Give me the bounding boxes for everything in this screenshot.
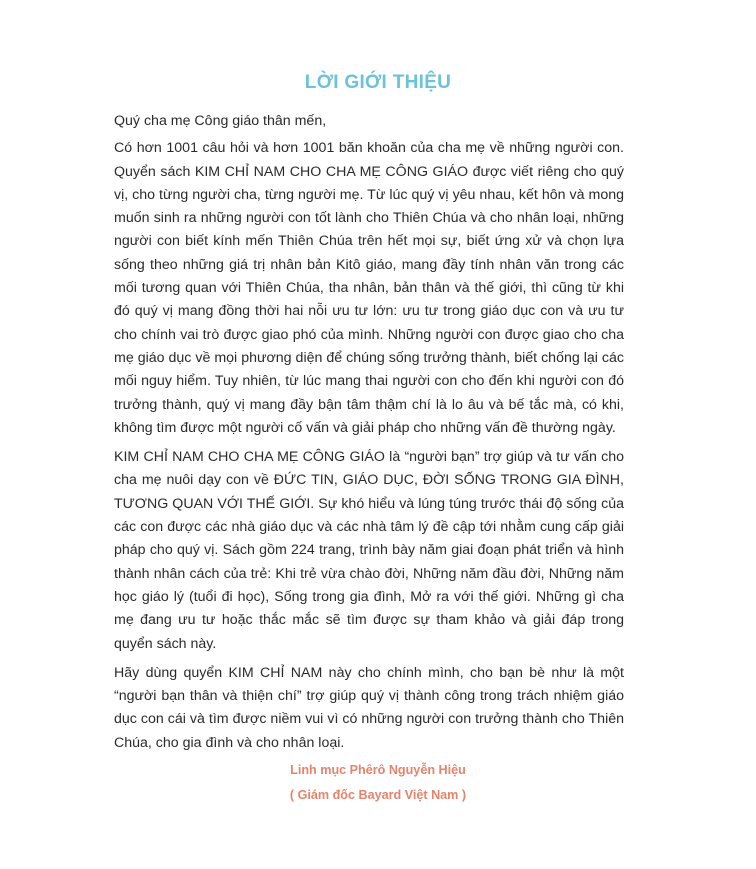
document-body: [114, 110, 624, 755]
signature-name: Linh mục Phêrô Nguyễn Hiệu: [290, 763, 466, 777]
signature-role: ( Giám đốc Bayard Việt Nam ): [289, 788, 467, 802]
paragraph-closing: Hãy dùng quyển KIM CHỈ NAM này cho chính mình, cho bạn bè như là một “người bạn thân và thiện chí” trợ giúp quý vị thành công trong trách nhiệm giáo dục con cái và tìm được niềm vui vì có những người con trưởng thành cho Thiên Chúa, cho gia đình và cho nhân loại.: [114, 664, 624, 751]
greeting: Quý cha mẹ Công giáo thân mến,: [114, 113, 327, 129]
paragraph-book-description: KIM CHỈ NAM CHO CHA MẸ CÔNG GIÁO là “người bạn” trợ giúp và tư vấn cho cha mẹ nuôi dạy con về ĐỨC TIN, GIÁO DỤC, ĐỜI SỐNG TRONG GIA ĐÌNH, TƯƠNG QUAN VỚI THẾ GIỚI. Sự khó hiểu và lúng túng trước thái độ sống của các con được các nhà giáo dục và các nhà tâm lý đề cập tới nhằm cung cấp giải pháp cho quý vị. Sách gồm 224 trang, trình bày năm giai đoạn phát triển và hình thành nhân cách của trẻ: Khi trẻ vừa chào đời, Những năm đầu đời, Những năm học giáo lý (tuổi đi học), Sống trong gia đình, Mở ra với thế giới. Những gì cha mẹ đang ưu tư hoặc thắc mắc sẽ tìm được sự tham khảo và giải đáp trong quyển sách này.: [114, 449, 624, 652]
paragraph-intro: Có hơn 1001 câu hỏi và hơn 1001 băn khoăn của cha mẹ về những người con. Quyển sách KIM CHỈ NAM CHO CHA MẸ CÔNG GIÁO được viết riêng cho quý vị, cho từng người cha, từng người mẹ. Từ lúc quý vị yêu nhau, kết hôn và mong muốn sinh ra những người con tốt lành cho Thiên Chúa và cho nhân loại, những người con biết kính mến Thiên Chúa trên hết mọi sự, biết ứng xử và chọn lựa sống theo những giá trị nhân bản Kitô giáo, mang đầy tính nhân văn trong các mối tương quan với Thiên Chúa, tha nhân, bản thân và thế giới, thì cũng từ khi đó quý vị mang đồng thời hai nỗi ưu tư lớn: ưu tư trong giáo dục con và ưu tư cho chính vai trò được giao phó của mình. Những người con được giao cho cha mẹ giáo dục về mọi phương diện để chúng sống trưởng thành, biết chống lại các mối nguy hiểm. Tuy nhiên, từ lúc mang thai người con cho đến khi người con đó trưởng thành, quý vị mang đầy bận tâm thậm chí là lo âu và bế tắc mà, có khi, không tìm được một người cố vấn và giải pháp cho những vấn đề thường ngày.: [114, 140, 624, 436]
page-title: LỜI GIỚI THIỆU: [304, 72, 452, 93]
